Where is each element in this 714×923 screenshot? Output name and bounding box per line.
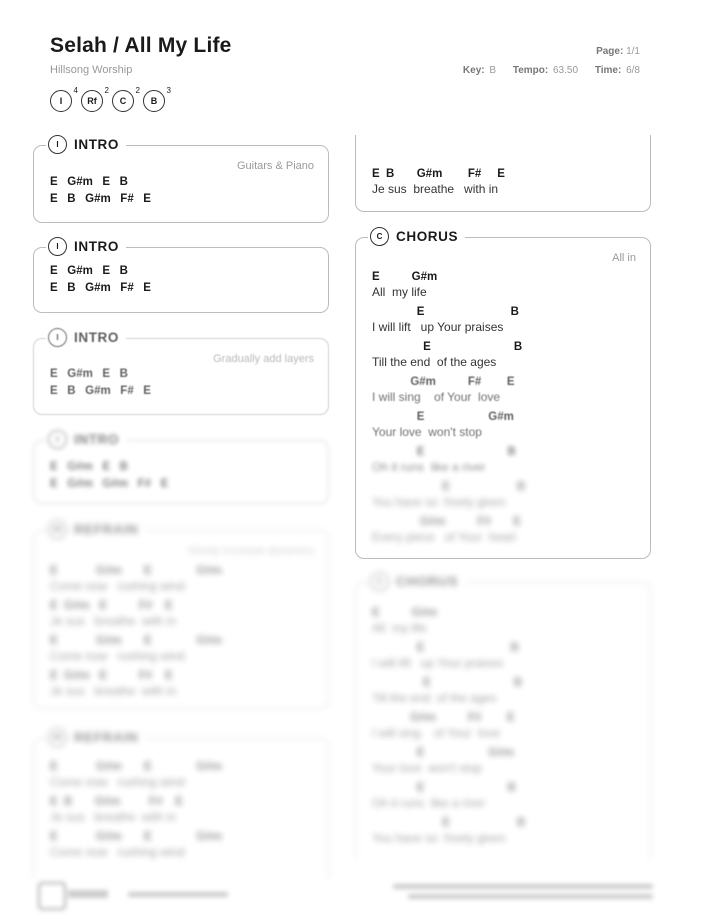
chord-line: E B G#m F# E (50, 282, 151, 294)
chord-line: E G#m E B (50, 176, 128, 188)
lyric-line: Je sus breathe with in (50, 810, 177, 824)
chord-line: E B G#m F# E (50, 796, 183, 808)
lyric-line: Come now rushing wind (50, 579, 185, 593)
section-intro-2 (33, 239, 329, 313)
chord-line: E G#m E B (50, 265, 128, 277)
lyric-line: Je sus breathe with in (50, 684, 177, 698)
section-badges (50, 86, 171, 112)
chord-line: E G#m E F# E (50, 670, 173, 682)
chord-line: E B (372, 341, 523, 353)
chord-line: E G#m G#m F# E (50, 478, 169, 490)
footer-text-bar (393, 884, 653, 889)
section-note: Slowly increase dynamics (188, 545, 314, 557)
song-meta: Key: B Tempo: 63.50 Time: 6/8 (462, 65, 640, 76)
page-indicator: Page: 1/1 (596, 46, 640, 57)
lyric-line: I will lift up Your praises (372, 656, 504, 670)
section-refrain-1 (33, 522, 329, 709)
chord-line: E B (372, 677, 523, 689)
chord-line: E B G#m F# E (50, 385, 151, 397)
footer-brand-bar (68, 890, 108, 898)
chord-line: E G#m E B (50, 461, 128, 473)
chord-line: E G#m E G#m (50, 831, 222, 843)
section-title: CHORUS (396, 229, 459, 244)
lyric-line: Come now rushing wind (50, 649, 185, 663)
chord-line: E G#m (372, 747, 514, 759)
badge-chorus: C 2 (112, 90, 134, 112)
lyric-line: Je sus breathe with in (50, 614, 177, 628)
chord-line: E G#m E B (50, 368, 128, 380)
intro-icon: I (48, 237, 67, 256)
section-title: INTRO (74, 432, 119, 447)
lyric-line: Come now rushing wind (50, 775, 185, 789)
chord-line: E G#m E F# E (50, 600, 173, 612)
chord-line: E B (372, 306, 519, 318)
section-refrain-2 (33, 730, 329, 879)
refrain-icon: Rf (48, 728, 67, 747)
chord-line: G#m F# E (372, 516, 521, 528)
chord-line: E B G#m F# E (50, 193, 151, 205)
section-note: Gradually add layers (213, 353, 314, 365)
badge-bridge: B 3 (143, 90, 165, 112)
lyric-line: All my life (372, 285, 427, 299)
lyric-line: I will sing of Your love (372, 390, 501, 404)
intro-icon: I (48, 135, 67, 154)
footer-text-bar (408, 894, 653, 899)
section-refrain-continued (355, 135, 651, 212)
chord-line: E G#m (372, 411, 514, 423)
section-note: Guitars & Piano (236, 160, 314, 172)
section-chorus-2 (355, 574, 651, 859)
section-title: REFRAIN (74, 522, 139, 537)
section-title: INTRO (74, 137, 119, 152)
lyric-line: Come now rushing wind (50, 845, 185, 859)
page-footer (38, 880, 678, 910)
footer-text-bar (128, 892, 228, 897)
song-artist: Hillsong Worship (50, 64, 133, 76)
section-note: All in (612, 252, 636, 264)
intro-icon: I (48, 430, 67, 449)
lyric-line: Your love won't stop (372, 761, 482, 775)
lyric-line: Oh it runs like a river (372, 796, 486, 810)
lyric-line: Till the end of the ages (372, 691, 497, 705)
section-title: CHORUS (396, 574, 459, 589)
chord-line: E G#m E G#m (50, 565, 222, 577)
chord-line: E B (372, 817, 526, 829)
chord-line: E G#m (372, 607, 438, 619)
section-title: REFRAIN (74, 730, 139, 745)
song-title: Selah / All My Life (50, 34, 232, 57)
app-logo-icon (38, 882, 66, 910)
chorus-icon: C (370, 227, 389, 246)
lyric-line: Je sus breathe with in (372, 182, 499, 196)
chord-line: G#m F# E (372, 376, 515, 388)
lyric-line: I will sing of Your love (372, 726, 501, 740)
chord-line: E B (372, 782, 516, 794)
chord-line: E B (372, 481, 526, 493)
lyric-line: I will lift up Your praises (372, 320, 504, 334)
badge-refrain: Rf 2 (81, 90, 103, 112)
lyric-line: All my life (372, 621, 427, 635)
chord-line: E B (372, 642, 519, 654)
chorus-icon: C (370, 572, 389, 591)
badge-intro: I 4 (50, 90, 72, 112)
section-intro-4 (33, 432, 329, 504)
lyric-line: Your love won't stop (372, 425, 482, 439)
chord-line: E B (372, 446, 516, 458)
lyric-line: Oh it runs like a river (372, 460, 486, 474)
section-chorus-1 (355, 229, 651, 559)
chord-line: E G#m E G#m (50, 761, 222, 773)
chord-line: E B G#m F# E (372, 168, 505, 180)
refrain-icon: Rf (48, 520, 67, 539)
lyric-line: You have so freely given (372, 495, 506, 509)
lyric-line: You have so freely given (372, 831, 506, 845)
intro-icon: I (48, 328, 67, 347)
section-intro-1 (33, 137, 329, 223)
lyric-line: Till the end of the ages (372, 355, 497, 369)
chord-line: E G#m E G#m (50, 635, 222, 647)
chord-line: G#m F# E (372, 712, 515, 724)
chord-line: E G#m (372, 271, 438, 283)
section-title: INTRO (74, 239, 119, 254)
section-title: INTRO (74, 330, 119, 345)
section-intro-3 (33, 330, 329, 415)
lyric-line: Every piece of Your heart (372, 530, 517, 544)
